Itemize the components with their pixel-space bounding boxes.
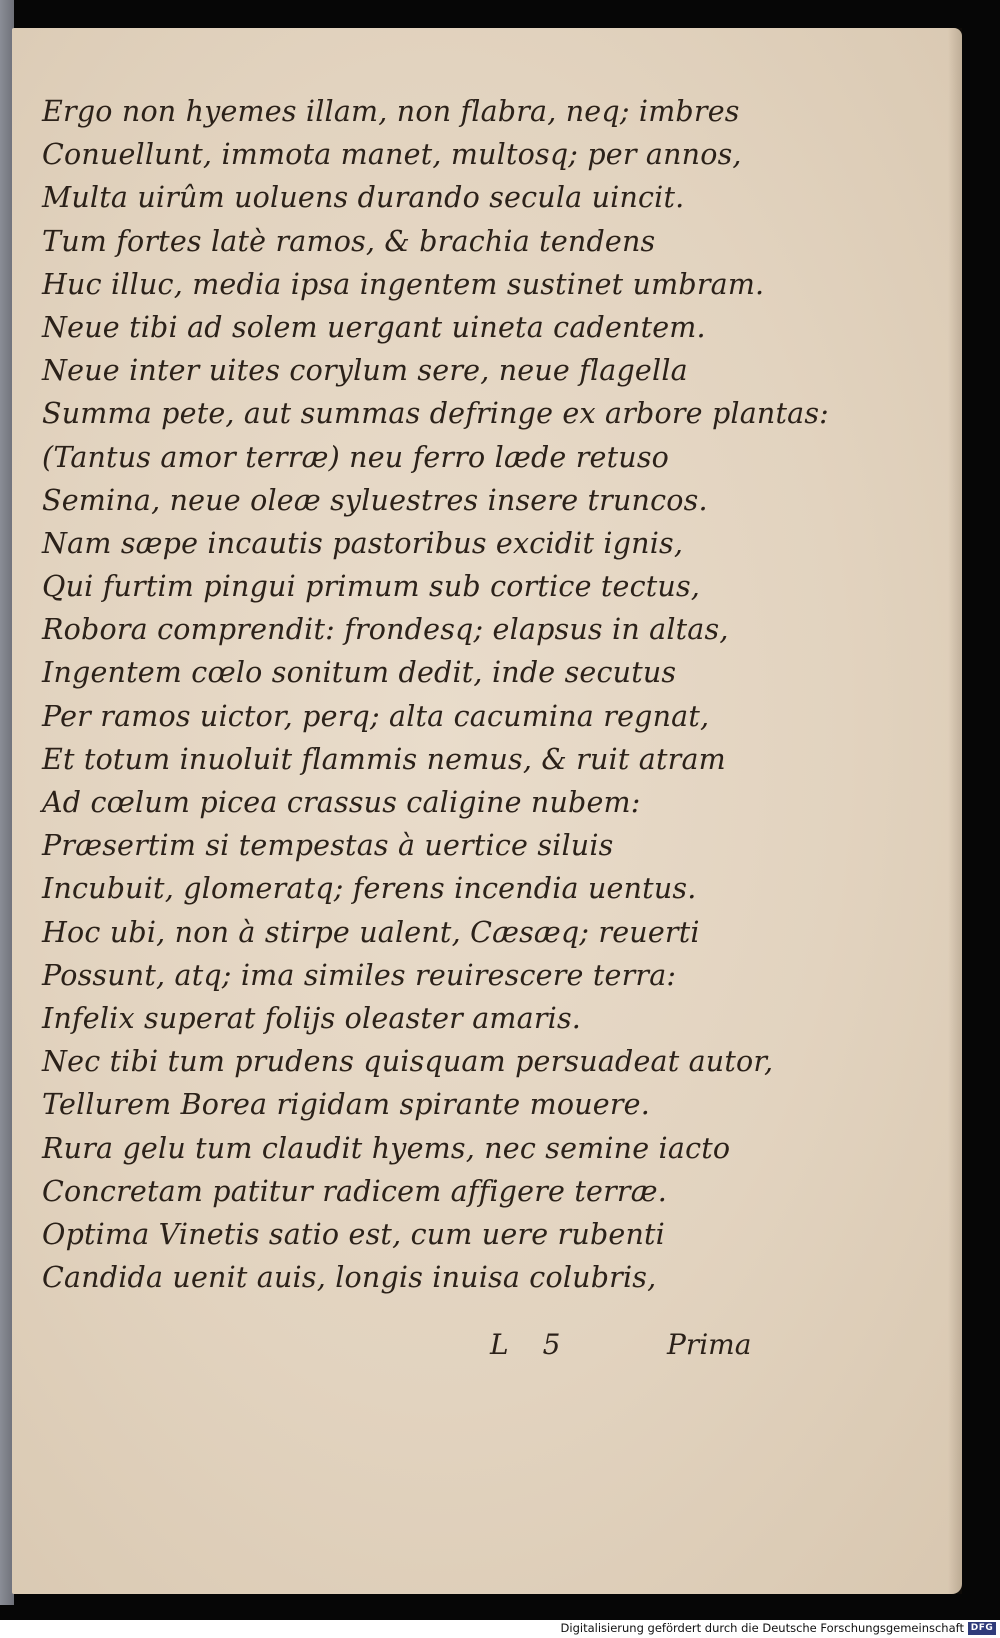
digitization-credit-bar [0, 1620, 1000, 1638]
verse-line: Et totum inuoluit flammis nemus, & ruit atram [42, 742, 726, 776]
dfg-logo-icon: DFG [968, 1622, 996, 1635]
verse-line: Qui furtim pingui primum sub cortice tectus, [42, 570, 701, 604]
verse-line: Concretam patitur radicem affigere terræ. [42, 1174, 667, 1208]
verse-line: Possunt, atq; ima similes reuirescere terra: [42, 958, 677, 992]
verse-text [42, 90, 922, 1299]
page-sheet [12, 28, 962, 1594]
signature-mark [490, 1328, 560, 1361]
page-footer [12, 1328, 962, 1368]
signature-letter: L [490, 1328, 509, 1361]
verse-line: Nam sæpe incautis pastoribus excidit ignis, [42, 526, 684, 560]
verse-line: Hoc ubi, non à stirpe ualent, Cæsæq; reuerti [42, 915, 700, 949]
verse-line: Ergo non hyemes illam, non flabra, neq; imbres [42, 95, 740, 128]
credit-text: Digitalisierung gefördert durch die Deutsche Forschungsgemeinschaft [560, 1621, 964, 1635]
verse-line: (Tantus amor terræ) neu ferro læde retuso [42, 440, 670, 474]
verse-line: Multa uirûm uoluens durando secula uincit. [42, 181, 685, 215]
verse-line: Ad cœlum picea crassus caligine nubem: [42, 786, 641, 819]
verse-line: Neue inter uites corylum sere, neue flagella [42, 354, 688, 388]
catchword: Prima [667, 1328, 752, 1361]
verse-line: Infelix superat folijs oleaster amaris. [42, 1001, 582, 1035]
verse-line: Nec tibi tum prudens quisquam persuadeat autor, [42, 1045, 774, 1079]
verse-line: Rura gelu tum claudit hyems, nec semine iacto [42, 1131, 731, 1165]
verse-line: Semina, neue oleæ syluestres insere truncos. [42, 483, 708, 517]
verse-line: Per ramos uictor, perq; alta cacumina regnat, [42, 699, 710, 733]
verse-line: Tellurem Borea rigidam spirante mouere. [42, 1088, 650, 1122]
verse-line: Optima Vinetis satio est, cum uere rubenti [42, 1217, 665, 1251]
verse-line: Præsertim si tempestas à uertice siluis [42, 829, 614, 863]
verse-line: Tum fortes latè ramos, & brachia tendens [42, 224, 656, 258]
verse-line: Incubuit, glomeratq; ferens incendia uentus. [42, 872, 697, 906]
verse-line: Conuellunt, immota manet, multosq; per annos, [42, 138, 742, 172]
verse-line: Summa pete, aut summas defringe ex arbore plantas: [42, 397, 829, 431]
verse-line: Huc illuc, media ipsa ingentem sustinet umbram. [42, 267, 765, 301]
signature-number: 5 [542, 1328, 561, 1361]
verse-line: Ingentem cœlo sonitum dedit, inde secutus [42, 656, 677, 690]
verse-line: Neue tibi ad solem uergant uineta cadentem. [42, 310, 706, 344]
verse-line: Robora comprendit: frondesq; elapsus in altas, [42, 613, 729, 647]
verse-line: Candida uenit auis, longis inuisa colubris, [42, 1261, 657, 1295]
